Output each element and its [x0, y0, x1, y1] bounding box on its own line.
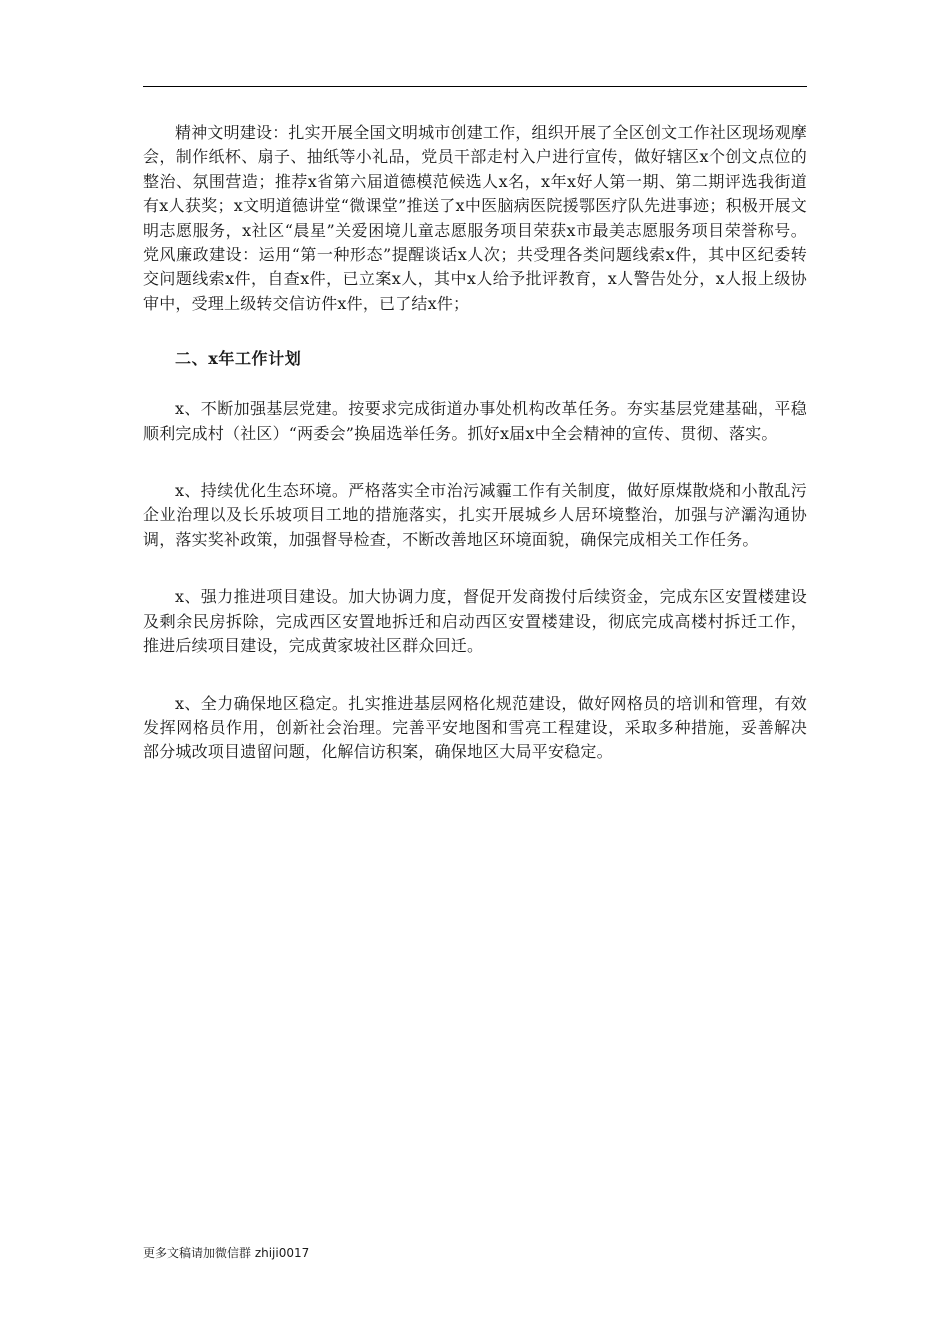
section-heading-work-plan: 二、x年工作计划	[175, 349, 302, 369]
header-rule	[143, 86, 807, 87]
paragraph-spiritual-civilization: 精神文明建设：扎实开展全国文明城市创建工作，组织开展了全区创文工作社区现场观摩会，制作纸杯、扇子、抽纸等小礼品，党员干部走村入户进行宣传，做好辖区x个创文点位的整治、氛围营造；推荐x省第六届道德模范候选人x名，x年x好人第一期、第二期评选我街道有x人获奖；x文明道德讲堂“微课堂”推送了x中医脑病医院援鄂医疗队先进事迹；积极开展文明志愿服务，x社区“晨星”关爱困境儿童志愿服务项目荣获x市最美志愿服务项目荣誉称号。党风廉政建设：运用“第一种形态”提醒谈话x人次；共受理各类问题线索x件，其中区纪委转交问题线索x件，自查x件，已立案x人，其中x人给予批评教育，x人警告处分，x人报上级协审中，受理上级转交信访件x件，已了结x件；	[143, 123, 807, 313]
plan-item-ecology: x、持续优化生态环境。严格落实全市治污减霾工作有关制度，做好原煤散烧和小散乱污企业治理以及长乐坡项目工地的措施落实，扎实开展城乡人居环境整治，加强与浐灞沟通协调，落实奖补政策，加强督导检查，不断改善地区环境面貌，确保完成相关工作任务。	[143, 481, 807, 549]
plan-item-projects: x、强力推进项目建设。加大协调力度，督促开发商拨付后续资金，完成东区安置楼建设及剩余民房拆除，完成西区安置地拆迁和启动西区安置楼建设，彻底完成高楼村拆迁工作，推进后续项目建设，完成黄家坡社区群众回迁。	[143, 587, 807, 656]
footer-note: 更多文稿请加微信群 zhiji0017	[143, 1246, 310, 1260]
plan-item-party-building: x、不断加强基层党建。按要求完成街道办事处机构改革任务。夯实基层党建基础，平稳顺利完成村（社区）“两委会”换届选举任务。抓好x届x中全会精神的宣传、贯彻、落实。	[143, 399, 807, 443]
plan-item-stability: x、全力确保地区稳定。扎实推进基层网格化规范建设，做好网格员的培训和管理，有效发挥网格员作用，创新社会治理。完善平安地图和雪亮工程建设，采取多种措施，妥善解决部分城改项目遗留问题，化解信访积案，确保地区大局平安稳定。	[143, 693, 807, 762]
document-body	[143, 121, 807, 765]
